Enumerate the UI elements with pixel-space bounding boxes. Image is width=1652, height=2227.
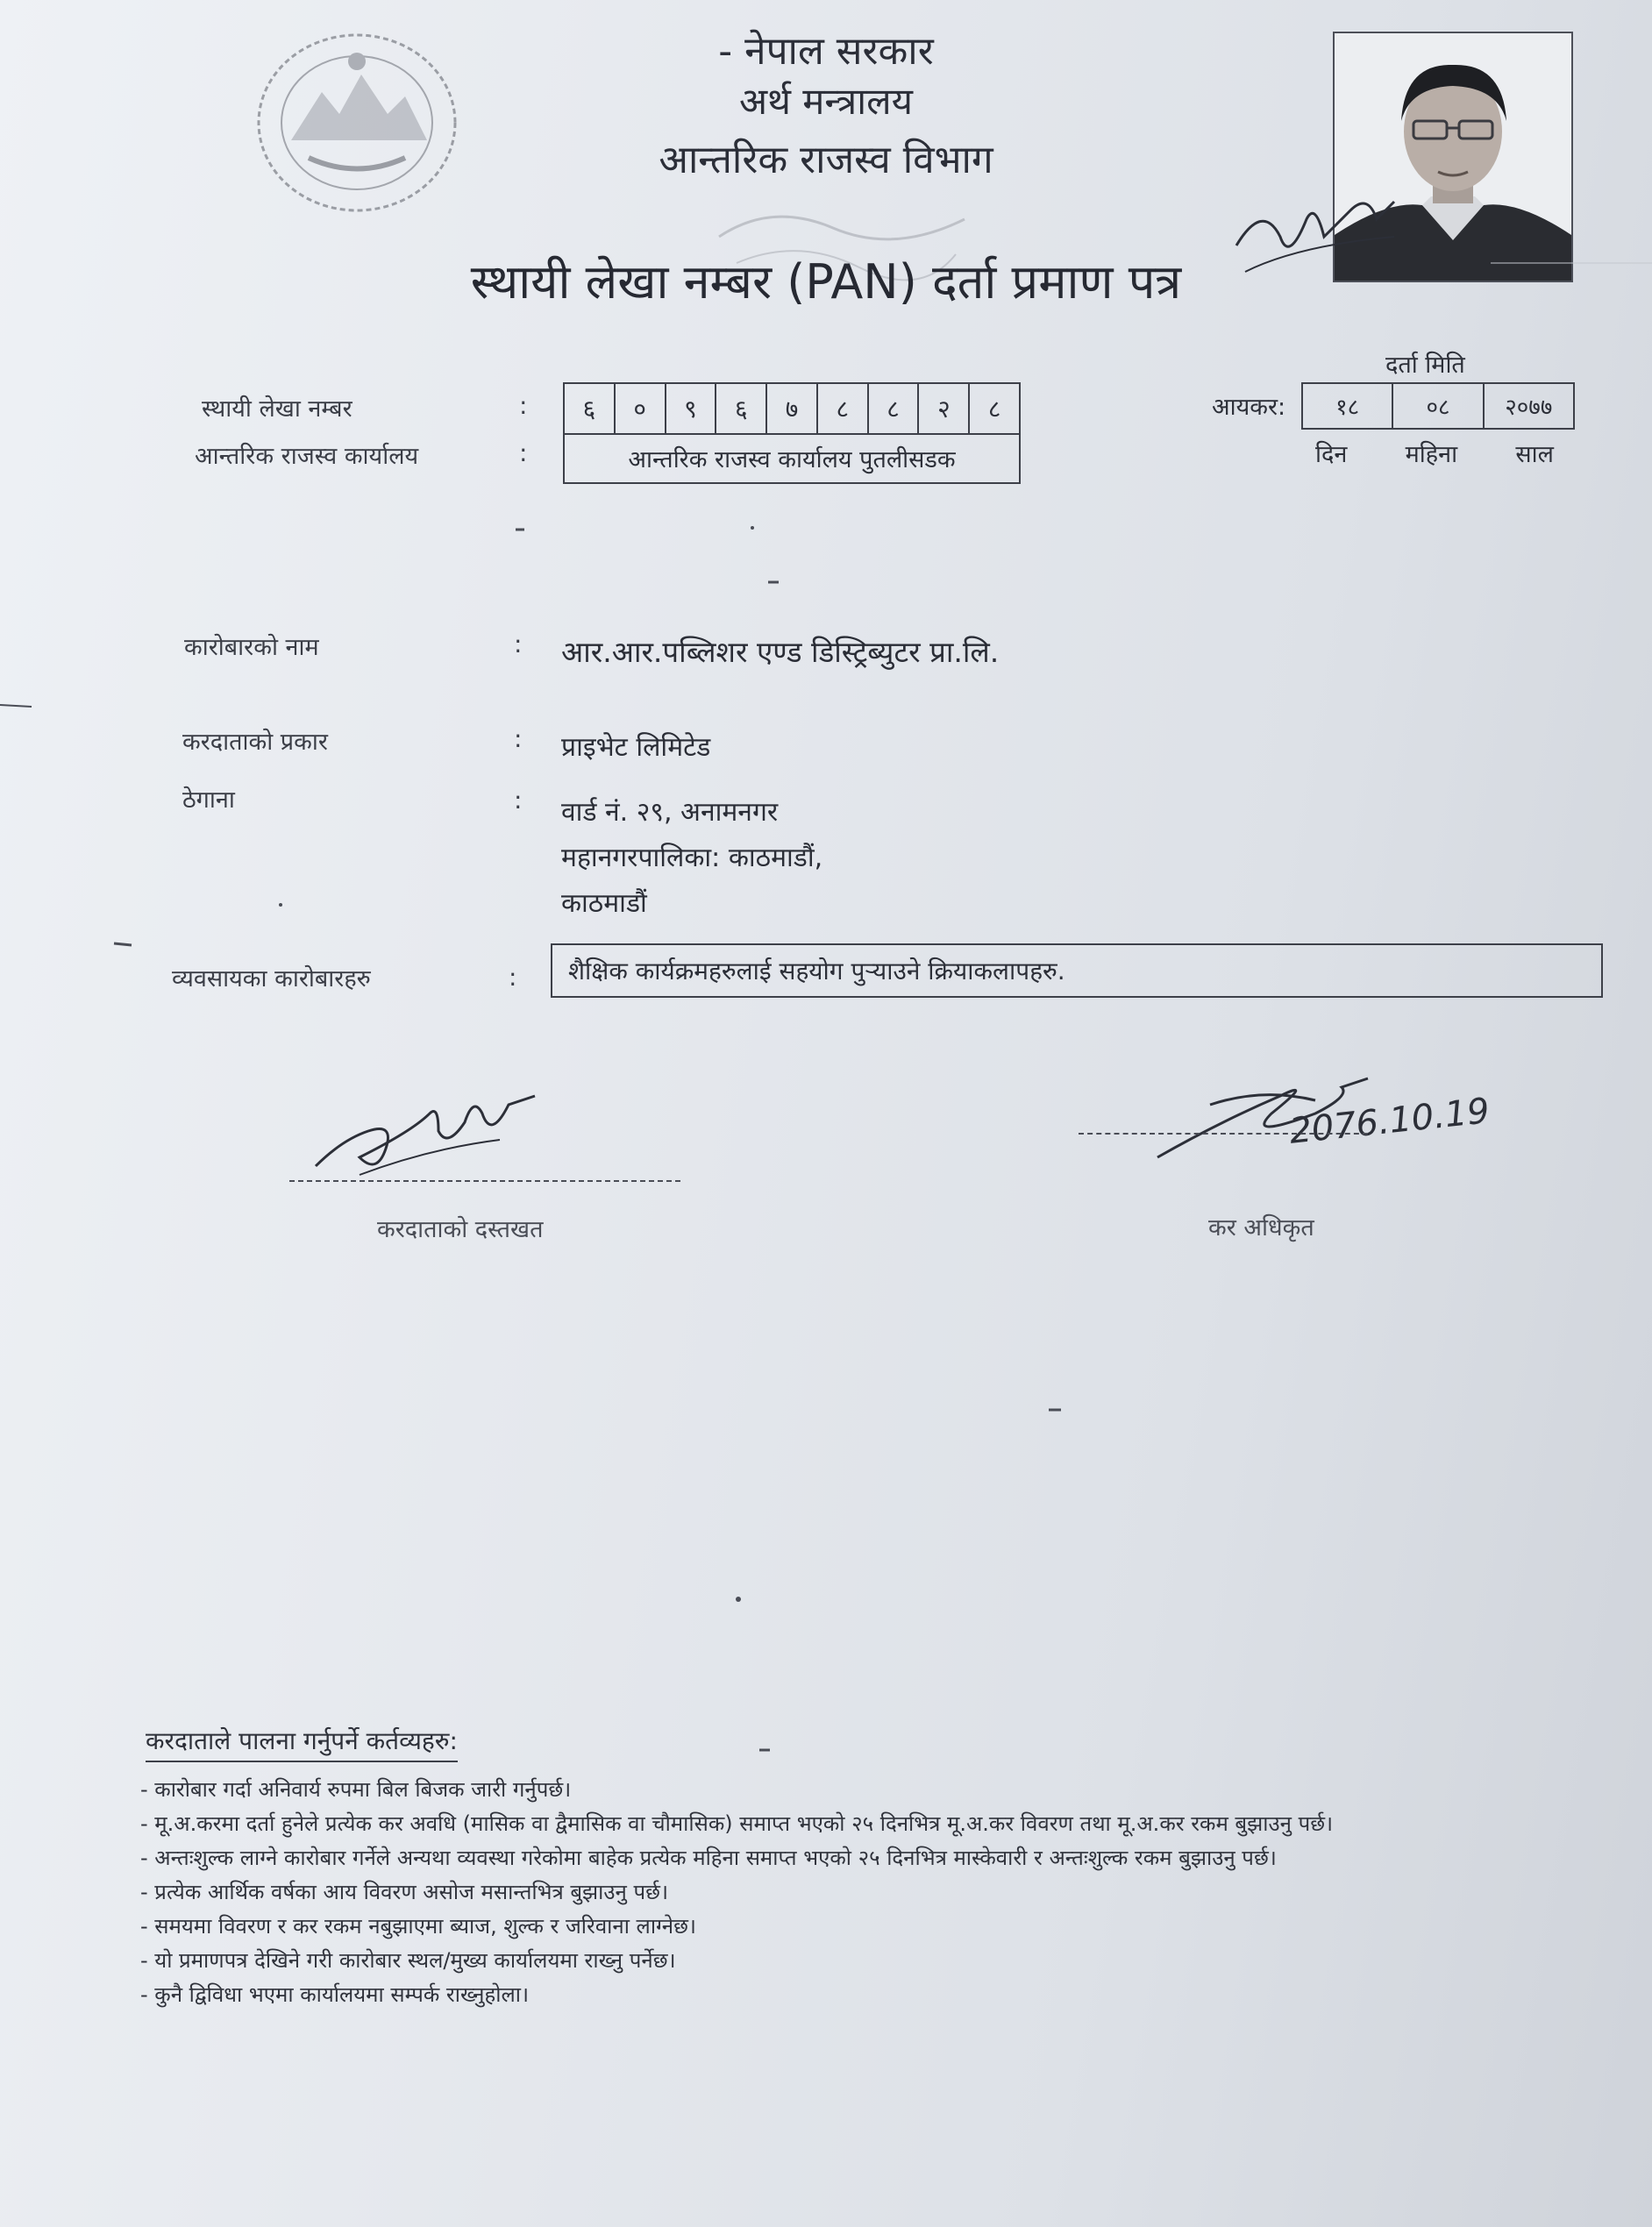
pan-digit: ६ <box>565 384 616 433</box>
office-colon: : <box>519 438 528 467</box>
taxpayer-type-value: प्राइभेट लिमिटेड <box>561 732 711 763</box>
month-label: महिना <box>1405 441 1458 468</box>
duty-item: - मू.अ.करमा दर्ता हुनेले प्रत्येक कर अवधि (मासिक वा द्वैमासिक वा चौमासिक) समाप्त भएको २५ दिनभित्र मू.अ.कर विवरण तथा मू.अ.कर रकम बुझाउनु पर्छ। <box>140 1811 1334 1836</box>
duty-item: - यो प्रमाणपत्र देखिने गरी कारोबार स्थल/मुख्य कार्यालयमा राख्नु पर्नेछ। <box>140 1948 676 1973</box>
duty-item: - कारोबार गर्दा अनिवार्य रुपमा बिल बिजक जारी गर्नुपर्छ। <box>140 1777 572 1802</box>
registration-date-box <box>1301 382 1575 430</box>
pan-digit: ८ <box>869 384 920 433</box>
address-colon: : <box>514 786 523 815</box>
duty-item: - कुनै द्विविधा भएमा कार्यालयमा सम्पर्क राख्नुहोला। <box>140 1982 530 2007</box>
date-month: ०८ <box>1393 384 1484 428</box>
taxpayer-signature-caption: करदाताको दस्तखत <box>377 1216 544 1243</box>
header-government: - नेपाल सरकार <box>718 29 934 74</box>
duty-item: - समयमा विवरण र कर रकम नबुझाएमा ब्याज, शुल्क र जरिवाना लाग्नेछ। <box>140 1914 697 1939</box>
business-name-value: आर.आर.पब्लिशर एण्ड डिस्ट्रिब्युटर प्रा.लि. <box>561 635 1000 669</box>
date-year: २०७७ <box>1505 395 1553 421</box>
certificate-title: स्थायी लेखा नम्बर (PAN) दर्ता प्रमाण पत्र <box>470 254 1182 310</box>
header-department: आन्तरिक राजस्व विभाग <box>659 138 993 182</box>
duty-item: - प्रत्येक आर्थिक वर्षका आय विवरण असोज मसान्तभित्र बुझाउनु पर्छ। <box>140 1880 669 1904</box>
business-name-label: कारोबारको नाम <box>184 634 319 661</box>
header-ministry: अर्थ मन्त्रालय <box>739 80 913 123</box>
year-label: साल <box>1515 441 1554 468</box>
duties-title: करदाताले पालना गर्नुपर्ने कर्तव्यहरु: <box>146 1724 458 1762</box>
pan-digit: ९ <box>666 384 717 433</box>
taxpayer-type-label: करदाताको प्रकार <box>182 729 328 756</box>
activities-box <box>551 943 1603 998</box>
pan-digit: ७ <box>767 384 818 433</box>
pan-number-box <box>563 382 1021 484</box>
pan-digit: ६ <box>716 384 767 433</box>
activities-colon: : <box>509 963 517 992</box>
registration-date-heading: दर्ता मिति <box>1385 352 1465 379</box>
pan-digits-row <box>565 384 1019 435</box>
officer-handwritten-date: 2076.10.19 <box>1287 1091 1492 1152</box>
pan-digit: २ <box>919 384 970 433</box>
address-line-3: काठमाडौं <box>561 888 647 919</box>
pan-label: स्थायी लेखा नम्बर <box>202 395 352 423</box>
day-label: दिन <box>1315 441 1348 468</box>
taxpayer-signature-line <box>289 1180 680 1182</box>
pan-digit: ८ <box>987 395 1001 423</box>
income-tax-label: आयकर: <box>1212 394 1286 421</box>
office-value: आन्तरिक राजस्व कार्यालय पुतलीसडक <box>628 445 956 473</box>
duties-list <box>140 1773 1333 2012</box>
business-name-colon: : <box>514 630 523 658</box>
taxpayer-type-colon: : <box>514 724 523 753</box>
pan-colon: : <box>519 391 528 420</box>
officer-signature-caption: कर अधिकृत <box>1208 1214 1314 1242</box>
address-label: ठेगाना <box>182 786 235 814</box>
activities-label: व्यवसायका कारोबारहरु <box>172 965 371 993</box>
duty-item: - अन्तःशुल्क लाग्ने कारोबार गर्नेले अन्यथा व्यवस्था गरेकोमा बाहेक प्रत्येक महिना समाप्त भएको २५ दिनभित्र मास्केवारी र अन्तःशुल्क रकम बुझाउनु पर्छ। <box>140 1846 1277 1870</box>
photo-signature-scribble <box>1228 184 1403 289</box>
date-day: १८ <box>1303 384 1393 428</box>
taxpayer-signature-scribble <box>307 1078 544 1184</box>
date-column-labels <box>1301 437 1573 469</box>
office-label: आन्तरिक राजस्व कार्यालय <box>195 443 419 470</box>
pan-digit: ८ <box>818 384 869 433</box>
activities-value: शैक्षिक कार्यक्रमहरुलाई सहयोग पुर्‍याउने क्रियाकलापहरु. <box>568 957 1065 985</box>
address-line-2: महानगरपालिका: काठमाडौं, <box>561 843 823 873</box>
pan-digit: ० <box>616 384 666 433</box>
officer-signature-line <box>1079 1133 1368 1135</box>
address-line-1: वार्ड नं. २९, अनामनगर <box>561 797 779 828</box>
